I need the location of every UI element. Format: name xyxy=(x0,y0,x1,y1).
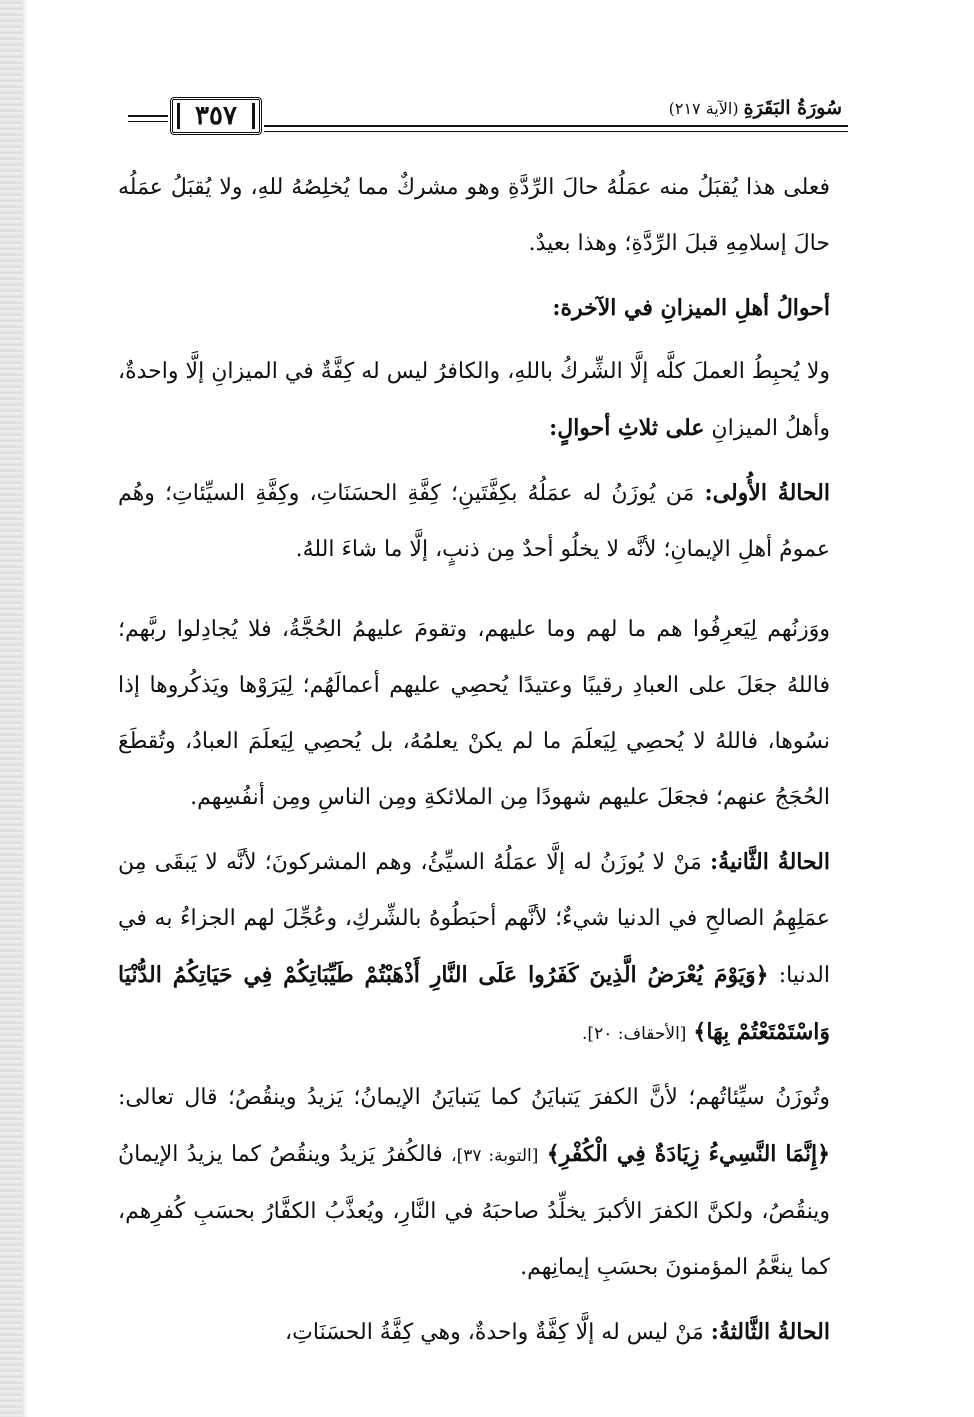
quran-verse-2: ﴿إِنَّمَا النَّسِيءُ زِيَادَةٌ فِي الْكُفْرِ﴾ xyxy=(546,1141,830,1167)
verse-reference: (الآية ٢١٧) xyxy=(668,99,739,118)
quran-verse-1: ﴿وَيَوْمَ يُعْرَضُ الَّذِينَ كَفَرُوا عَلَى النَّارِ أَذْهَبْتُمْ طَيِّبَاتِكُمْ فِي حَيَاتِكُمُ الدُّنْيَا وَاسْتَمْتَعْتُمْ بِهَا﴾ xyxy=(118,962,830,1045)
state-1-label: الحالةُ الأُولى: xyxy=(704,480,830,506)
page-number: ٣٥٧ xyxy=(195,101,237,131)
state-3-text: مَنْ ليس له إلَّا كِفَّةٌ واحدةٌ، وهي كِفَّةُ الحسَنَاتِ، xyxy=(285,1320,704,1345)
header-rule-left xyxy=(128,115,168,117)
section-heading: أحوالُ أهلِ الميزانِ في الآخرة: xyxy=(552,295,830,321)
paragraph-4-text-b: فالكُفرُ يَزيدُ وينقُصُ كما يزيدُ الإيمانُ وينقُصُ، ولكنَّ الكفرَ الأكبرَ يخلِّدُ صاحبَهُ في النَّارِ، ويُعذَّبُ الكفَّارُ بحسَبِ كُفرِهم، كما ينعَّمُ المؤمنونَ بحسَبِ إيمانِهم. xyxy=(118,1142,831,1280)
state-1 xyxy=(118,465,830,578)
header-rule-thin xyxy=(264,131,848,132)
paragraph-2 xyxy=(118,344,830,457)
sura-title: سُورَةُ البَقَرَةِ xyxy=(743,97,842,119)
state-3-label: الحالةُ الثَّالثةُ: xyxy=(710,1319,830,1345)
paragraph-3: ووَزنُهم لِيَعرِفُوا هم ما لهم وما عليهم، وتقومَ عليهمُ الحُجَّةُ، فلا يُجادِلوا ربَّهم؛ فاللهُ جعَلَ على العبادِ رقيبًا وعتيدًا يُحصِي عليهم أعمالَهُم؛ لِيَرَوْها ويَذكُروها إذا نسُوها، فاللهُ لا يُحصِي لِيَعلَمَ ما لم يكنْ يعلمُهُ، بل يُحصِي لِيَعلَمَ العبادُ، وتُقطَعَ الحُجَجُ عنهم؛ فجعَلَ عليهم شهودًا مِن الملائكةِ ومِن الناسِ ومِن أنفُسِهم. xyxy=(118,617,830,810)
paragraph-2-emphasis: على ثلاثِ أحوالٍ: xyxy=(549,415,705,441)
state-2-text: مَنْ لا يُوزَنُ له إلَّا عمَلُهُ السيِّئُ، وهم المشركونَ؛ لأنَّه لا يَبقَى مِن عمَلِهِمُ الصالحِ في الدنيا شيءٌ؛ لأنَّهم أحبَطُوهُ بالشِّركِ، وعُجِّلَ لهم الجزاءُ به في الدنيا: xyxy=(118,850,830,988)
page-number-box xyxy=(170,97,262,135)
running-head xyxy=(669,97,842,119)
header-rule-left-thin xyxy=(128,121,168,122)
paragraph-4-text-a: وتُوزَنُ سيِّئاتُهم؛ لأنَّ الكفرَ يَتبايَنُ كما يَتبايَنُ الإيمانُ؛ يَزيدُ وينقُصُ؛ قال تعالى: xyxy=(118,1085,831,1110)
state-3 xyxy=(118,1304,830,1361)
page-body xyxy=(118,160,830,1361)
scan-edge-shadow xyxy=(22,0,28,1417)
quran-reference-2: [التوبة: ٣٧]، xyxy=(451,1146,539,1166)
scan-edge-left xyxy=(0,0,22,1417)
state-1-text: مَن يُوزَنُ له عمَلُهُ بكِفَّتَينِ؛ كِفَّةِ الحسَنَاتِ، وكِفَّةِ السيِّئاتِ؛ وهُم عمومُ أهلِ الإيمانِ؛ لأنَّه لا يخلُو أحدٌ مِن ذنبٍ، إلَّا ما شاءَ اللهُ. xyxy=(118,481,830,562)
state-2 xyxy=(118,834,830,1062)
quran-reference-1: [الأحقاف: ٢٠]. xyxy=(582,1024,687,1044)
paragraph-4 xyxy=(118,1070,830,1296)
paragraph-1: فعلى هذا يُقبَلُ منه عمَلُهُ حالَ الرِّدَّةِ وهو مشركٌ مما يُخلِصُهُ للهِ، ولا يُقبَلُ عمَلُه حالَ إسلامِهِ قبلَ الرِّدَّةِ؛ وهذا بعيدٌ. xyxy=(118,175,830,256)
state-2-label: الحالةُ الثَّانيةُ: xyxy=(710,849,830,875)
paragraph-2-text: ولا يُحبِطُ العملَ كلَّه إلَّا الشِّركُ باللهِ، والكافرُ ليس له كِفَّةٌ في الميزانِ إلَّا واحدةٌ، وأهلُ الميزانِ xyxy=(118,359,830,441)
page-header xyxy=(110,95,848,141)
header-rule xyxy=(264,125,848,127)
